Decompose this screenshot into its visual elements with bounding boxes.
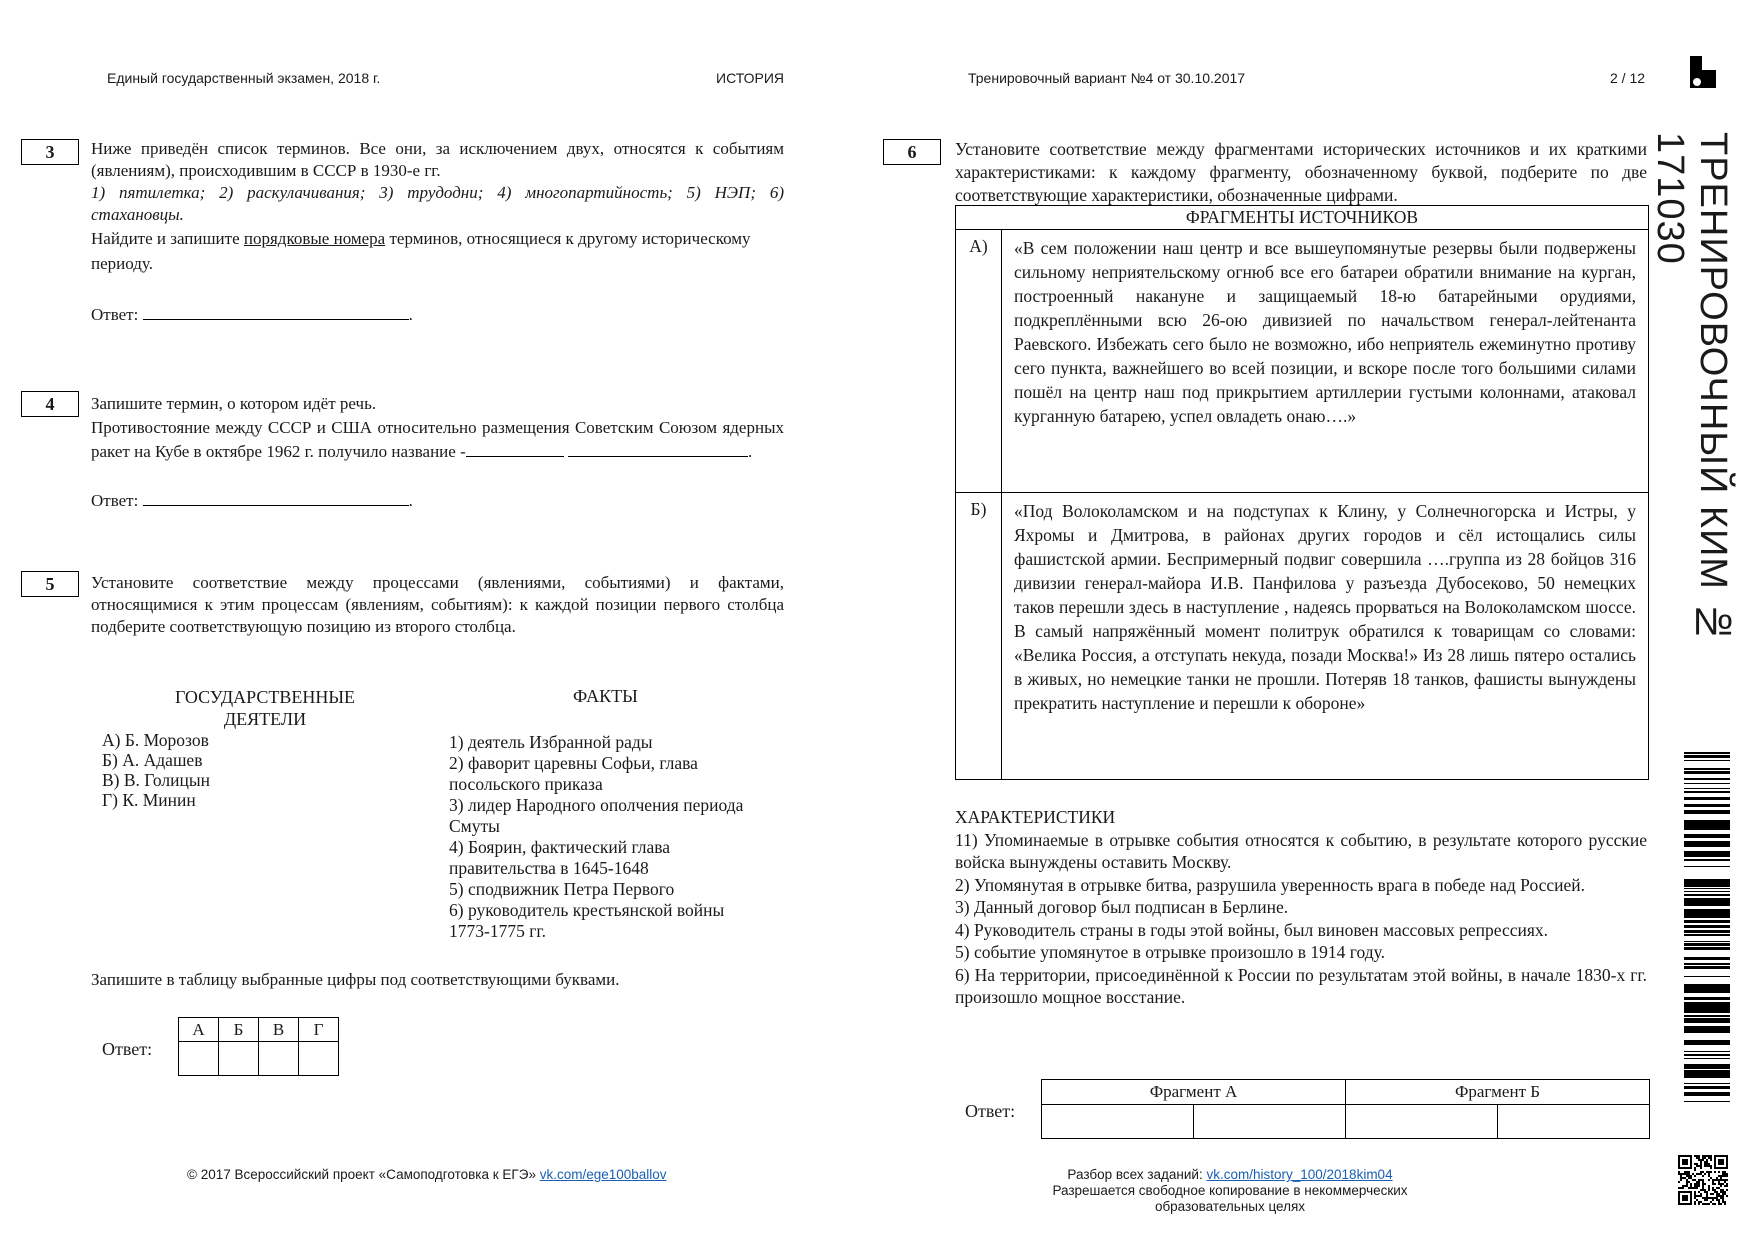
list-item: 11) Упоминаемые в отрывке события относятся к событию, в результате которого русские войска вынуждены оставить Москву.: [955, 829, 1647, 872]
list-item: 2) фаворит царевны Софьи, глава посольского приказа: [449, 753, 698, 794]
fragment-label: Б): [956, 493, 1002, 779]
question-5-text: Установите соответствие между процессами (явлениями, событиями) и фактами, относящимися к этим процессам (явлениям, событиям): к каждой позиции первого столбца подберите соответствующую позицию из второго столбца.: [91, 573, 784, 636]
list-item: 4) Руководитель страны в годы этой войны, был виновен массовых репрессиях.: [955, 919, 1549, 940]
list-item: Б) А. Адашев: [102, 750, 203, 770]
question-4-inline-blank[interactable]: [466, 456, 564, 457]
list-item: 3) лидер Народного ополчения периода Смуты: [449, 795, 744, 836]
list-item: А) Б. Морозов: [102, 730, 209, 750]
question-6-text: Установите соответствие между фрагментами исторических источников и их краткими характеристиками: к каждому фрагменту, обозначенному буквой, подберите по две соответствующие характеристики, обозначенные цифрами.: [955, 139, 1647, 205]
header-subject: ИСТОРИЯ: [716, 70, 785, 86]
list-item: Г) К. Минин: [102, 790, 196, 810]
page-number: 2 / 12: [1610, 70, 1646, 86]
question-4-number: 4: [21, 391, 79, 417]
col1-header: ГОСУДАРСТВЕННЫЕ ДЕЯТЕЛИ: [174, 687, 356, 729]
question-5-instruction: Запишите в таблицу выбранные цифры под соответствующими буквами.: [91, 970, 620, 989]
list-item: 1) деятель Избранной рады: [449, 732, 653, 752]
answer-cell[interactable]: [1042, 1105, 1194, 1139]
footer-link-ege[interactable]: vk.com/ege100ballov: [539, 1167, 667, 1182]
footer-link-history[interactable]: vk.com/history_100/2018kim04: [1206, 1167, 1393, 1182]
list-item: В) В. Голицын: [102, 770, 210, 790]
table-header: А: [179, 1018, 219, 1042]
question-5-answer-table: [178, 1017, 339, 1076]
fragment-label: А): [956, 230, 1002, 492]
footer-left: [187, 1167, 667, 1182]
list-item: 5) сподвижник Петра Первого: [449, 879, 675, 899]
question-4-instruction: Запишите термин, о котором идёт речь.: [91, 394, 377, 413]
table-header: Б: [219, 1018, 259, 1042]
fragment-row: [956, 230, 1648, 493]
barcode-icon: [1684, 752, 1730, 1102]
table-header: В: [259, 1018, 299, 1042]
fragments-table: [955, 205, 1649, 780]
answer-cell[interactable]: [259, 1042, 299, 1076]
fragment-text: «В сем положении наш центр и все вышеупомянутые резервы были подвержены сильному неприятельскому огнюб все его батареи обратили внимание на курган, построенный накануне и защищаемый 18-ю батарейными орудиями, подкреплёнными всю 26-ою дивизией по начальством генерал-лейтенанта Раевского. Избежать сего было не возможно, ибо неприятель ежеминутно противу сего пункта, важнейшего во всей позиции, и вскоре после того большими силами пошёл на центр наш под прикрытием артиллерии густыми колоннами, атаковал курганную батарею, успел овладеть онаю….»: [1014, 238, 1636, 426]
question-3-answer-field[interactable]: [143, 319, 409, 320]
list-item: 2) Упомянутая в отрывке битва, разрушила уверенность врага в победе над Россией.: [955, 874, 1586, 895]
right-column: [449, 732, 769, 942]
table-header: Фрагмент Б: [1346, 1080, 1650, 1105]
left-column: [102, 730, 210, 810]
answer-label: Ответ:: [91, 491, 139, 510]
question-6-number: 6: [883, 139, 941, 165]
answer-cell[interactable]: [1498, 1105, 1650, 1139]
answer-cell[interactable]: [179, 1042, 219, 1076]
table-header: Г: [299, 1018, 339, 1042]
answer-label: Ответ:: [965, 1101, 1016, 1121]
fragment-row: [956, 493, 1648, 779]
fragment-text: «Под Волоколамском и на подступах к Клину, у Солнечногорска и Истры, у Яхромы и Дмитрова, в районах других городов и сёл истощались силы фашистской армии. Беспримерный подвиг совершила ….группа из 28 бойцов 316 дивизии генерал-майора И.В. Панфилова у разъезда Дубосеково, 50 немецких таков перешли здесь в наступление , надеясь прорваться на Волоколамском шоссе. В самый напряжённый момент политрук обратился к товарищам со словами: «Велика Россия, а отступать некуда, позади Москва!» Из 28 лишь пятеро остались в живых, но немецкие танки не прошли. Потеряв 18 танков, фашисты вынуждены прекратить наступление и перешли к обороне»: [1014, 501, 1636, 713]
qr-code-icon: [1678, 1155, 1728, 1205]
answer-label: Ответ:: [102, 1039, 153, 1059]
footer-copyright: © 2017 Всероссийский проект «Самоподготовка к ЕГЭ»: [187, 1167, 540, 1182]
footer-copy-note: Разрешается свободное копирование в некоммерческих образовательных целях: [1052, 1183, 1408, 1214]
question-3-text: Ниже приведён список терминов. Все они, за исключением двух, относятся к событиям (явлениям), происходившим в СССР в 1930-е гг.: [91, 139, 784, 180]
logo-icon: [1690, 56, 1716, 88]
list-item: 4) Боярин, фактический глава правительства в 1645-1648: [449, 837, 671, 878]
question-3-task: Найдите и запишите порядковые номера терминов, относящиеся к другому историческому периоду.: [91, 229, 751, 273]
footer-review-text: Разбор всех заданий:: [1067, 1167, 1207, 1182]
table-header: Фрагмент А: [1042, 1080, 1346, 1105]
list-item: 5) событие упомянутое в отрывке произошло в 1914 году.: [955, 942, 1385, 962]
vertical-kim-title: ТРЕНИРОВОЧНЫЙ КИМ № 171030: [1649, 132, 1734, 645]
footer-right: [1000, 1167, 1460, 1215]
answer-label: Ответ:: [91, 305, 139, 324]
header-exam-title: Единый государственный экзамен, 2018 г.: [107, 70, 381, 86]
question-3-answer: Ответ: .: [91, 305, 413, 324]
question-3-body: [91, 138, 784, 276]
answer-cell[interactable]: [1194, 1105, 1346, 1139]
answer-cell[interactable]: [219, 1042, 259, 1076]
question-4-text: Противостояние между СССР и США относительно размещения Советским Союзом ядерных ракет на Кубе в октябре 1962 г. получило название - .: [91, 418, 784, 461]
question-4-body: [91, 392, 784, 464]
question-6-answer-table: [1041, 1079, 1650, 1139]
fragments-header: ФРАГМЕНТЫ ИСТОЧНИКОВ: [956, 206, 1648, 230]
question-3-number: 3: [21, 139, 79, 165]
characteristics-header: ХАРАКТЕРИСТИКИ: [955, 807, 1116, 827]
question-4-answer: Ответ: .: [91, 491, 413, 510]
characteristics: [955, 806, 1647, 1009]
col2-header: ФАКТЫ: [573, 686, 638, 706]
header-variant: Тренировочный вариант №4 от 30.10.2017: [968, 70, 1246, 86]
list-item: 6) На территории, присоединённой к России по результатам этой войны, в начале 1830-х гг. произошло мощное восстание.: [955, 964, 1647, 1007]
list-item: 3) Данный договор был подписан в Берлине.: [955, 897, 1289, 917]
question-5-number: 5: [21, 571, 79, 597]
question-4-answer-field[interactable]: [143, 505, 409, 506]
answer-cell[interactable]: [1346, 1105, 1498, 1139]
list-item: 6) руководитель крестьянской войны 1773-1775 гг.: [449, 900, 725, 941]
answer-cell[interactable]: [299, 1042, 339, 1076]
question-3-terms: 1) пятилетка; 2) раскулачивания; 3) трудодни; 4) многопартийность; 5) НЭП; 6) стахановцы.: [91, 183, 784, 224]
